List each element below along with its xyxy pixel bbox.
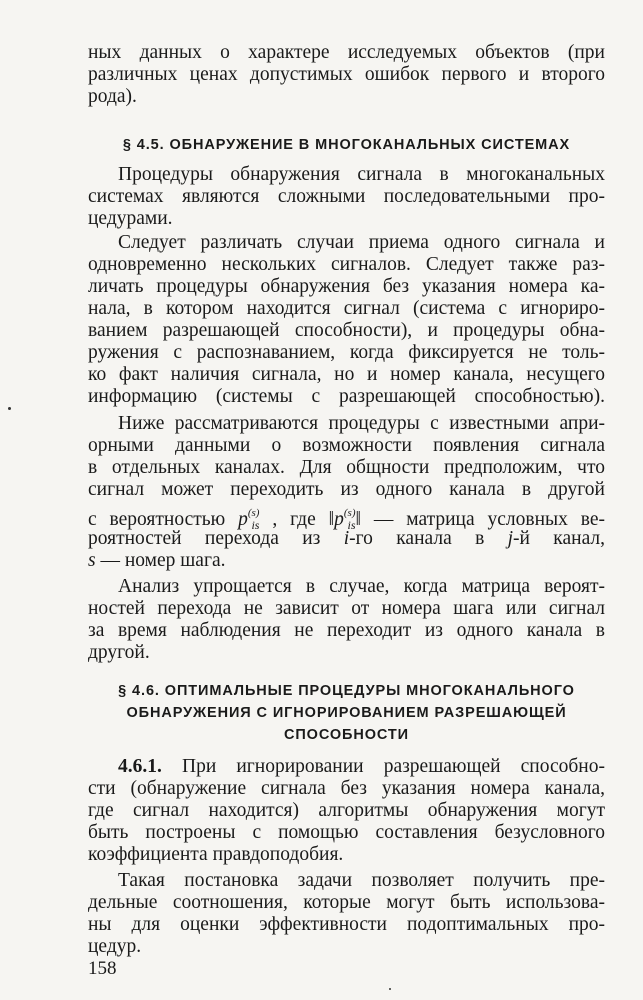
formula-symbol: p — [334, 509, 344, 530]
text-line: дельные соотношения, которые могут быть использова- — [88, 892, 605, 913]
text-line: быть построены с помощью составления безусловного — [88, 822, 605, 843]
text-line: Такая постановка задачи позволяет получить пре- — [118, 870, 605, 891]
text-line: ных данных о характере исследуемых объектов (при — [88, 42, 605, 63]
text-line: личать процедуры обнаружения без указания номера ка- — [88, 276, 605, 297]
section-heading: § 4.5. ОБНАРУЖЕНИЕ В МНОГОКАНАЛЬНЫХ СИСТЕМАХ — [122, 137, 571, 153]
text-line: Ниже рассматриваются процедуры с известными апри- — [118, 413, 605, 434]
subsection-number: 4.6.1. — [118, 756, 162, 777]
text-fragment: -й канал, — [513, 528, 606, 549]
text-line: другой. — [88, 642, 150, 663]
text-line: в отдельных каналах. Для общности предположим, что — [88, 457, 605, 478]
section-heading: ОБНАРУЖЕНИЯ С ИГНОРИРОВАНИЕМ РАЗРЕШАЮЩЕЙ — [126, 705, 567, 721]
text-line: цедур. — [88, 936, 142, 957]
text-fragment: -го канала в — [349, 528, 485, 549]
text-line: ванием разрешающей способности), и процедуры обна- — [88, 320, 605, 341]
text-line — [88, 528, 605, 550]
text-line: нала, в котором находится сигнал (система с игнориро- — [88, 298, 605, 319]
text-line: цедурами. — [88, 208, 173, 229]
text-line: различных ценах допустимых ошибок первого и второго — [88, 64, 605, 85]
text-line: ностей перехода не зависит от номера шага или сигнал — [88, 598, 605, 619]
scan-speck — [8, 407, 11, 410]
text-fragment: — номер шага. — [100, 550, 226, 571]
text-line: сигнал может переходить из одного канала в другой — [88, 479, 605, 500]
text-fragment: , где — [272, 509, 316, 530]
formula-symbol: p — [238, 509, 248, 530]
formula-superscript: (s) — [247, 507, 260, 519]
text-line: ружения с распознаванием, когда фиксируется не толь- — [88, 342, 605, 363]
matrix-norm: $‖p^{(s)}_{is}‖$ — [328, 507, 361, 532]
text-line: информацию (системы с разрешающей способностью). — [88, 386, 605, 407]
text-line: рода). — [88, 86, 137, 107]
text-line: Следует различать случаи приема одного сигнала и — [118, 232, 605, 253]
text-line: где сигнал находится) алгоритмы обнаружения могут — [88, 800, 605, 821]
formula-symbol: i — [343, 528, 350, 549]
text-fragment: При игнорировании разрешающей способно- — [181, 756, 605, 777]
formula-superscript: (s) — [343, 507, 356, 519]
text-line: ны для оценки эффективности подоптимальных про- — [88, 914, 605, 935]
text-fragment: — матрица условных ве- — [373, 509, 606, 530]
formula-line — [88, 502, 606, 532]
section-heading: § 4.6. ОПТИМАЛЬНЫЕ ПРОЦЕДУРЫ МНОГОКАНАЛЬНОГО — [118, 683, 575, 699]
formula-symbol: s — [88, 550, 96, 571]
text-line: сти (обнаружение сигнала без указания номера канала, — [88, 778, 605, 799]
text-line: Анализ упрощается в случае, когда матрица вероят- — [118, 576, 605, 597]
text-line: ко факт наличия сигнала, но и номер канала, несущего — [88, 364, 605, 385]
text-line: одновременно нескольких сигналов. Следует также раз- — [88, 254, 605, 275]
page-number: 158 — [88, 958, 117, 979]
text-line: коэффициента правдоподобия. — [88, 844, 344, 865]
formula-subscript: is — [347, 518, 356, 532]
text-line: орными данными о возможности появления сигнала — [88, 435, 605, 456]
formula-subscript: is — [251, 518, 260, 532]
probability-symbol — [238, 509, 272, 530]
text-line — [88, 550, 605, 572]
text-fragment: роятностей перехода из — [88, 528, 321, 549]
scan-speck — [389, 988, 391, 990]
text-fragment: с вероятностью — [88, 509, 226, 530]
text-line — [118, 756, 605, 778]
text-line: системах являются сложными последовательными про- — [88, 186, 605, 207]
text-line: за время наблюдения не переходит из одного канала в — [88, 620, 605, 641]
text-line: Процедуры обнаружения сигнала в многоканальных — [118, 164, 605, 185]
formula-symbol: j — [507, 528, 514, 549]
section-heading: СПОСОБНОСТИ — [283, 727, 410, 743]
